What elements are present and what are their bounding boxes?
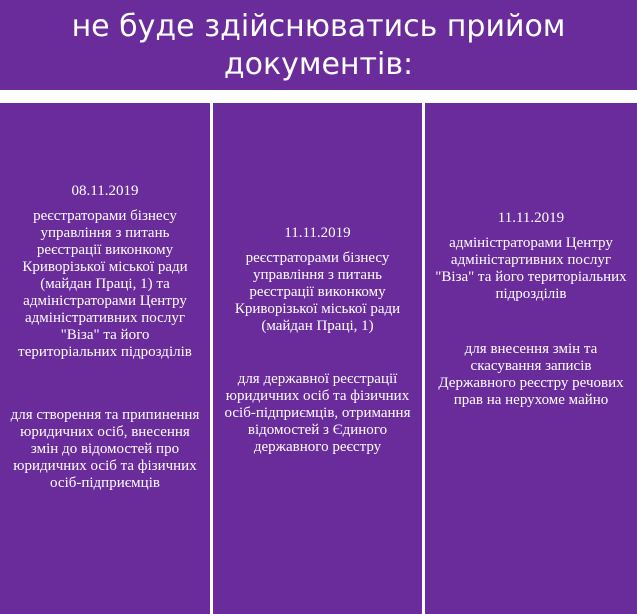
column-1-date: 08.11.2019 — [71, 183, 139, 199]
column-1-who: реєстраторами бізнесу управління з питань реєстрації виконкому Криворізької міської ради (майдан Праці, 1) та адміністраторами Центру адміністративних послуг "Віза" та його територіальних підрозділів — [18, 208, 192, 360]
info-column-1-content — [10, 183, 200, 492]
title-banner — [0, 0, 637, 90]
column-3-purpose: для внесення змін та скасування записів Державного реєстру речових прав на нерухоме майно — [438, 341, 624, 408]
column-2-who: реєстраторами бізнесу управління з питань реєстрації виконкому Криворізької міської ради (майдан Праці, 1) — [234, 250, 401, 334]
info-column-2 — [213, 103, 422, 614]
page-title: не буде здійснюватись прийом документів: — [71, 9, 566, 82]
column-2-date: 11.11.2019 — [284, 225, 351, 241]
info-column-3 — [425, 103, 637, 614]
column-3-who: адміністраторами Центру адміністартивних послуг "Віза" та його територіальних підрозділів — [435, 235, 627, 302]
info-column-1 — [0, 103, 210, 614]
column-2-purpose: для державної реєстрації юридичних осіб та фізичних осіб-підприємців, отримання відомостей з Єдиного державного реєстру — [224, 371, 411, 455]
column-1-purpose: для створення та припинення юридичних осіб, внесення змін до відомостей про юридичних осіб та фізичних осіб-підприємців — [10, 407, 200, 491]
column-3-date: 11.11.2019 — [497, 210, 565, 226]
info-column-3-content — [435, 210, 627, 409]
info-column-2-content — [223, 225, 412, 456]
